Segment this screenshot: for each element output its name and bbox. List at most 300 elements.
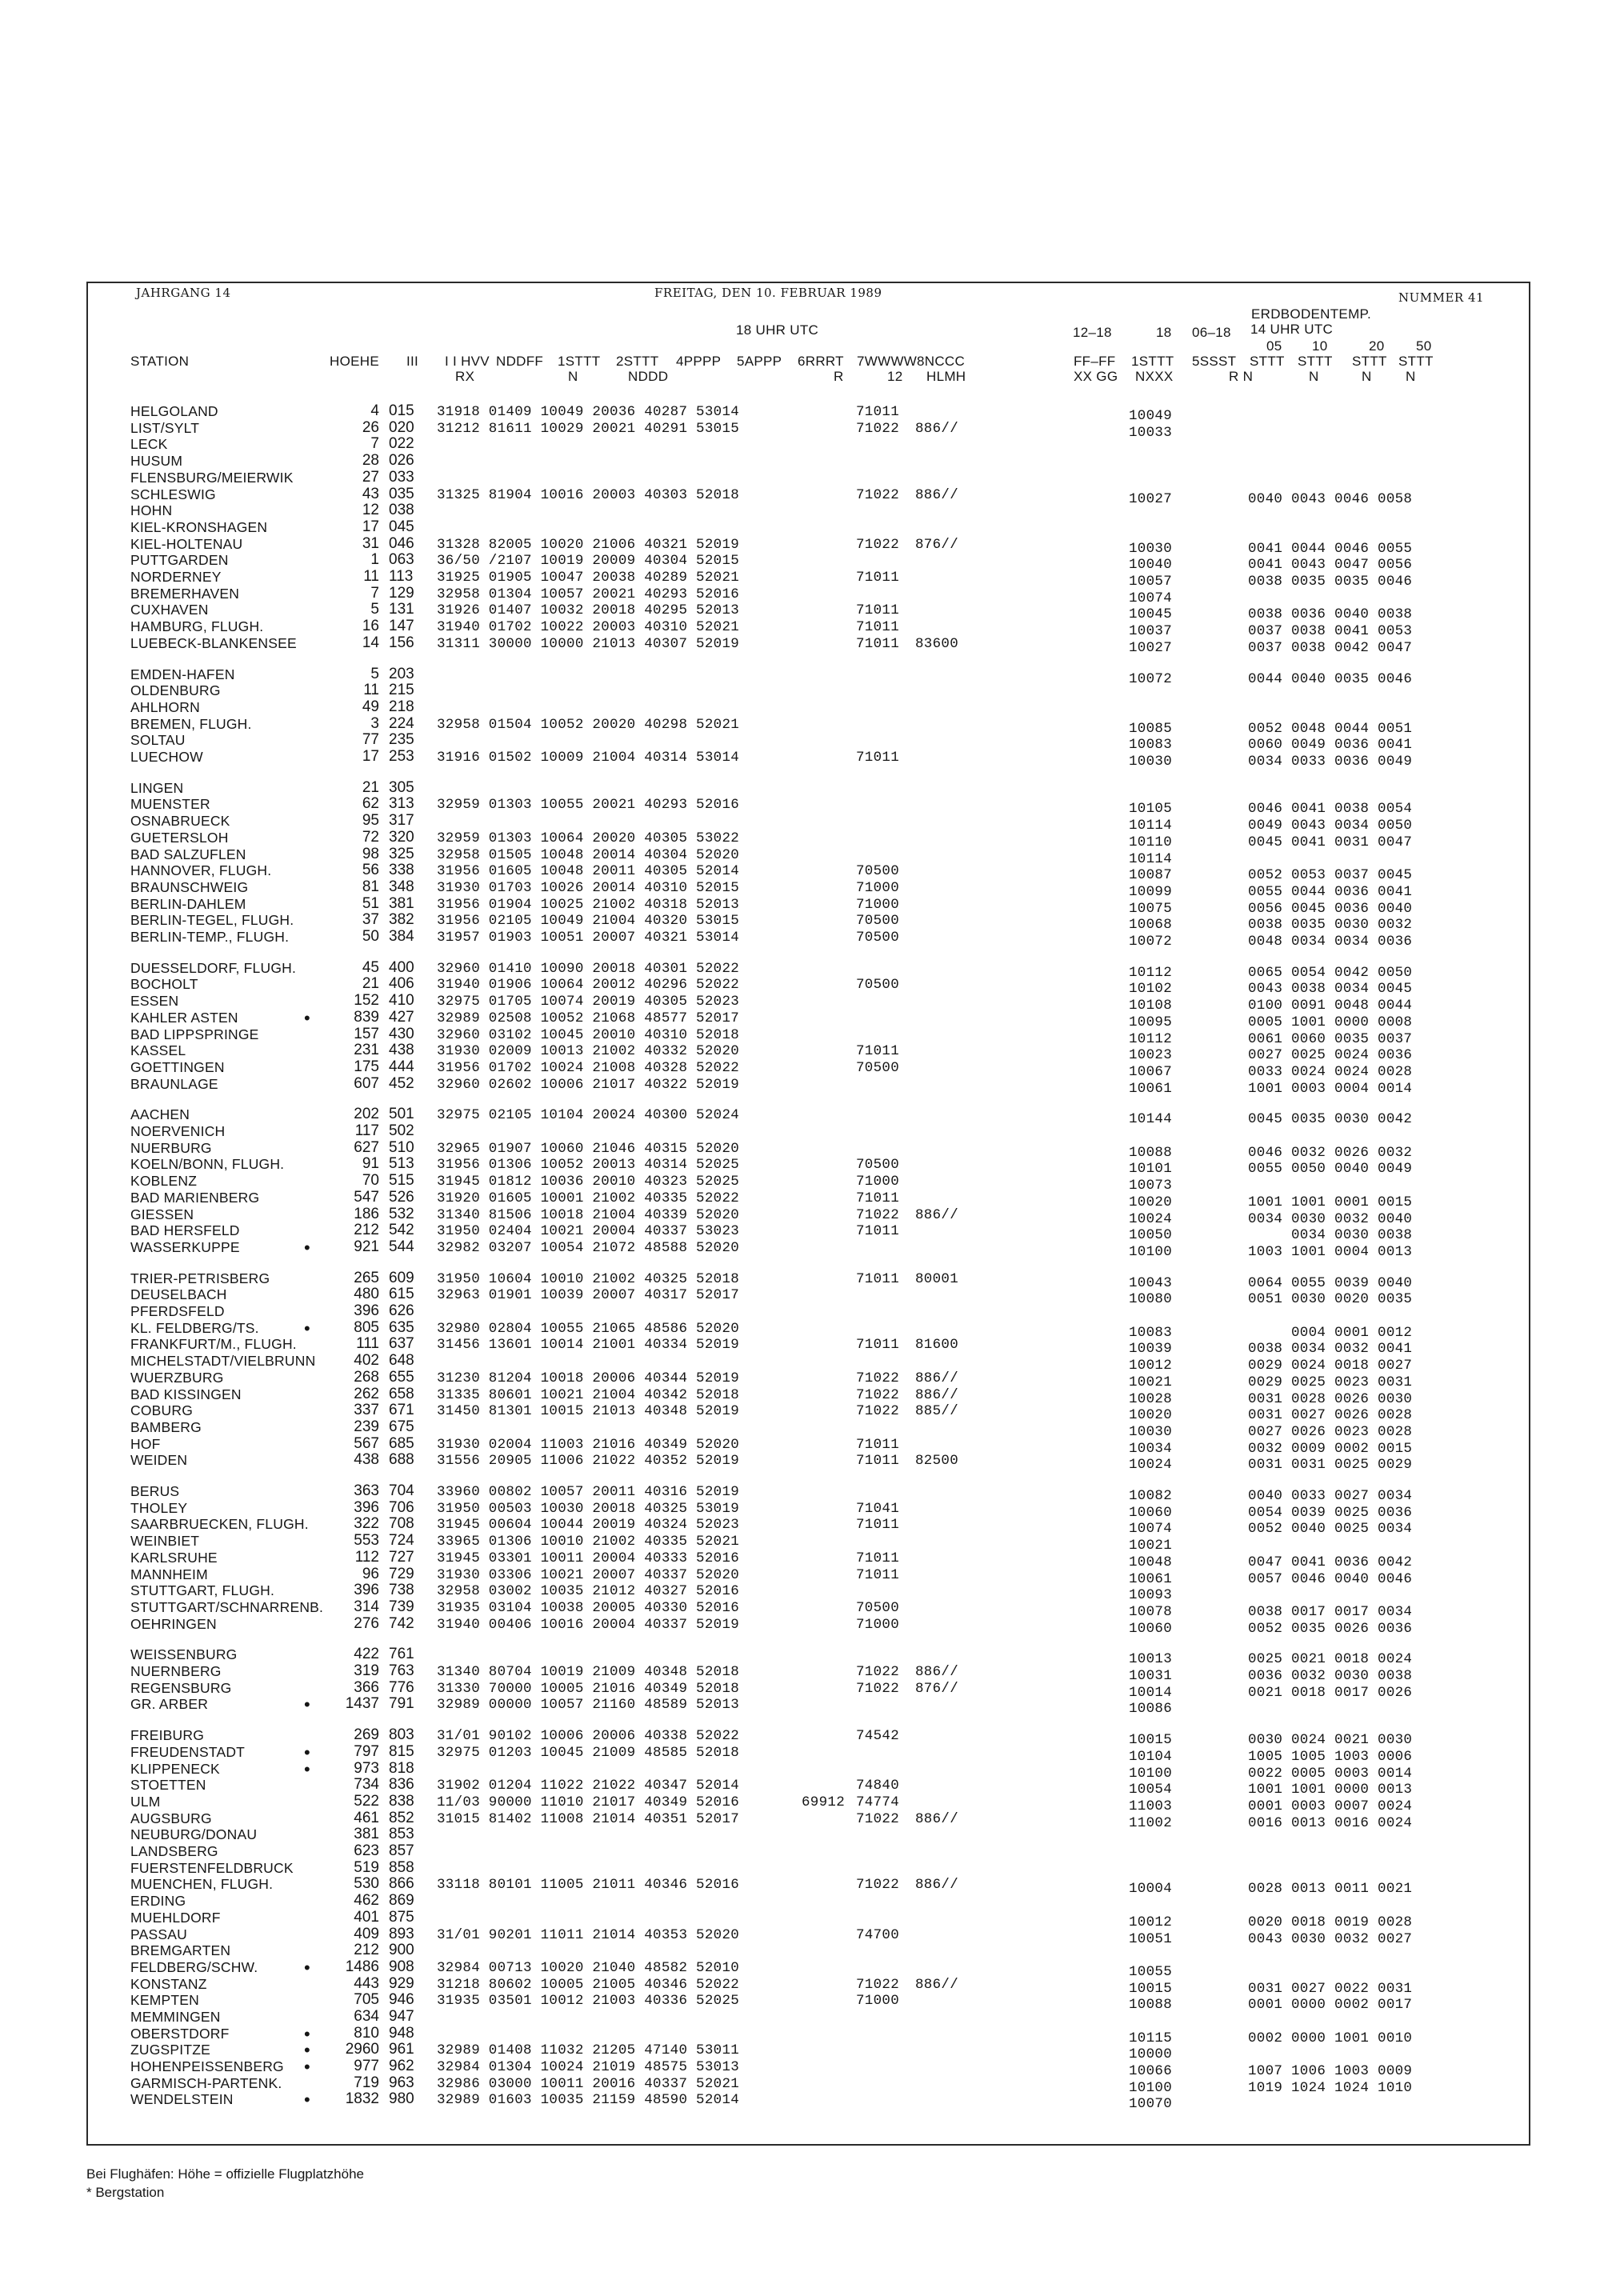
obs-groups: 32989 02508 10052 21068 48577 52017 xyxy=(437,1010,740,1026)
station-number: 532 xyxy=(389,1206,414,1222)
soil-temps: 0056 0045 0036 0040 xyxy=(1248,901,1413,917)
col-6rrrt: 6RRRT xyxy=(798,354,844,369)
min-temp-group: 10030 xyxy=(1129,541,1173,557)
station-number: 015 xyxy=(389,402,414,419)
station-name: FELDBERG/SCHW. xyxy=(130,1959,258,1975)
station-number: 706 xyxy=(389,1499,414,1516)
station-hoehe: 28 xyxy=(362,452,379,469)
station-name: LINGEN xyxy=(130,780,184,796)
min-temp-group: 10105 xyxy=(1129,801,1173,817)
min-temp-group: 10040 xyxy=(1129,557,1173,573)
station-name: KEMPTEN xyxy=(130,1992,199,2008)
obs-groups: 32984 01304 10024 21019 48575 53013 xyxy=(437,2059,740,2075)
obs-groups: 31945 00604 10044 20019 40324 52023 xyxy=(437,1517,740,1533)
station-number: 615 xyxy=(389,1286,414,1302)
cloud-group: 886// xyxy=(915,1977,959,1993)
obs-groups: 32975 02105 10104 20024 40300 52024 xyxy=(437,1107,740,1123)
min-temp-group: 10027 xyxy=(1129,491,1173,507)
min-temp-group: 10004 xyxy=(1129,1881,1173,1897)
station-hoehe: 202 xyxy=(354,1106,379,1122)
station-hoehe: 212 xyxy=(354,1222,379,1238)
obs-groups: 31926 01407 10032 20018 40295 52013 xyxy=(437,602,740,618)
station-name: WEISSENBURG xyxy=(130,1646,238,1662)
obs-groups: 31956 01306 10052 20013 40314 52025 xyxy=(437,1157,740,1173)
station-number: 427 xyxy=(389,1009,414,1026)
station-name: CUXHAVEN xyxy=(130,602,209,618)
soil-temps: 0044 0040 0035 0046 xyxy=(1248,671,1413,687)
mountain-station-marker: • xyxy=(304,1318,310,1338)
station-hoehe: 322 xyxy=(354,1515,379,1532)
col-time-18: 18 UHR UTC xyxy=(736,322,819,338)
station-name: PASSAU xyxy=(130,1926,187,1942)
station-hoehe: 98 xyxy=(362,846,379,862)
min-temp-group: 10037 xyxy=(1129,623,1173,639)
station-name: LIST/SYLT xyxy=(130,420,200,436)
weather-group: 74774 xyxy=(856,1794,900,1810)
station-number: 410 xyxy=(389,992,414,1009)
station-hoehe: 4 xyxy=(370,402,379,419)
col-4pppp: 4PPPP xyxy=(676,354,722,369)
weather-group: 74840 xyxy=(856,1778,900,1794)
soil-temps: 0040 0043 0046 0058 xyxy=(1248,491,1413,507)
min-temp-group: 10020 xyxy=(1129,1194,1173,1210)
station-name: HELGOLAND xyxy=(130,403,218,419)
station-hoehe: 231 xyxy=(354,1042,379,1058)
col-6rrrt-r: R xyxy=(834,369,844,384)
station-name: PFERDSFELD xyxy=(130,1303,225,1319)
station-hoehe: 21 xyxy=(362,975,379,992)
cloud-group: 83600 xyxy=(915,636,959,652)
mountain-station-marker: • xyxy=(304,2057,310,2077)
weather-group: 71011 xyxy=(856,602,900,618)
station-name: MUEHLDORF xyxy=(130,1910,221,1926)
soil-temps: 0065 0054 0042 0050 xyxy=(1248,965,1413,981)
min-temp-group: 10080 xyxy=(1129,1291,1173,1307)
station-number: 685 xyxy=(389,1435,414,1452)
soil-temps: 0032 0009 0002 0015 xyxy=(1248,1441,1413,1457)
col-hoehe: HOEHE xyxy=(330,354,379,369)
col-soil-20: STTT xyxy=(1352,354,1387,369)
min-temp-group: 10030 xyxy=(1129,1424,1173,1440)
soil-temps: 0040 0033 0027 0034 xyxy=(1248,1488,1413,1504)
station-number: 635 xyxy=(389,1319,414,1336)
soil-temps: 0037 0038 0042 0047 xyxy=(1248,640,1413,656)
min-temp-group: 10072 xyxy=(1129,671,1173,687)
col-iii: III xyxy=(406,354,419,369)
weather-group: 71022 xyxy=(856,421,900,437)
station-hoehe: 11 xyxy=(363,568,379,585)
cloud-group: 82500 xyxy=(915,1453,959,1469)
station-name: BAD LIPPSPRINGE xyxy=(130,1026,259,1042)
station-name: STUTTGART/SCHNARRENB. xyxy=(130,1599,324,1615)
station-name: NEUBURG/DONAU xyxy=(130,1826,258,1842)
soil-temps: 0052 0053 0037 0045 xyxy=(1248,867,1413,883)
obs-groups: 32980 02804 10055 21065 48586 52020 xyxy=(437,1321,740,1337)
station-hoehe: 265 xyxy=(354,1270,379,1286)
issue-date: FREITAG, DEN 10. FEBRUAR 1989 xyxy=(654,286,882,300)
weather-group: 71000 xyxy=(856,880,900,896)
soil-temps: 0051 0030 0020 0035 xyxy=(1248,1291,1413,1307)
soil-temps: 0046 0032 0026 0032 xyxy=(1248,1145,1413,1161)
station-hoehe: 96 xyxy=(362,1566,379,1582)
station-name: BOCHOLT xyxy=(130,976,198,992)
soil-temps: 0041 0044 0046 0055 xyxy=(1248,541,1413,557)
min-temp-group: 10102 xyxy=(1129,981,1173,997)
station-number: 502 xyxy=(389,1122,414,1139)
station-hoehe: 51 xyxy=(362,895,379,912)
station-name: LECK xyxy=(130,436,168,452)
soil-temps: 0001 0003 0007 0024 xyxy=(1248,1798,1413,1814)
station-number: 688 xyxy=(389,1451,414,1468)
station-hoehe: 1832 xyxy=(345,2090,379,2107)
obs-groups: 36/50 /2107 10019 20009 40304 52015 xyxy=(437,553,740,569)
station-hoehe: 186 xyxy=(354,1206,379,1222)
mountain-station-marker: • xyxy=(304,1742,310,1762)
station-name: FREIBURG xyxy=(130,1727,205,1743)
col-soil-n1: N xyxy=(1309,369,1319,384)
obs-groups: 31930 01703 10026 20014 40310 52015 xyxy=(437,880,740,896)
obs-groups: 31935 03104 10038 20005 40330 52016 xyxy=(437,1600,740,1616)
station-name: AACHEN xyxy=(130,1106,190,1122)
station-number: 738 xyxy=(389,1582,414,1598)
min-temp-group: 10057 xyxy=(1129,574,1173,590)
station-hoehe: 27 xyxy=(362,469,379,486)
station-hoehe: 157 xyxy=(354,1026,379,1042)
min-temp-group: 10067 xyxy=(1129,1064,1173,1080)
weather-group: 71022 xyxy=(856,1877,900,1893)
col-1sttt: 1STTT xyxy=(558,354,601,369)
obs-groups: 31920 01605 10001 21002 40335 52022 xyxy=(437,1190,740,1206)
obs-groups: 31945 01812 10036 20010 40323 52025 xyxy=(437,1174,740,1190)
soil-temps: 0016 0013 0016 0024 xyxy=(1248,1815,1413,1831)
col-soil-50: STTT xyxy=(1398,354,1434,369)
cloud-group: 876// xyxy=(915,1681,959,1697)
min-temp-group: 10014 xyxy=(1129,1685,1173,1701)
obs-groups: 31925 01905 10047 20038 40289 52021 xyxy=(437,570,740,586)
station-number: 708 xyxy=(389,1515,414,1532)
weather-group: 71022 xyxy=(856,1811,900,1827)
min-temp-group: 10093 xyxy=(1129,1587,1173,1603)
station-name: WEIDEN xyxy=(130,1452,188,1468)
station-number: 815 xyxy=(389,1743,414,1760)
mountain-station-marker: • xyxy=(304,1759,310,1779)
station-hoehe: 72 xyxy=(362,829,379,846)
station-number: 038 xyxy=(389,502,414,518)
station-hoehe: 363 xyxy=(354,1482,379,1499)
station-hoehe: 11 xyxy=(363,682,379,698)
soil-temps: 0031 0027 0022 0031 xyxy=(1248,1981,1413,1997)
weather-group: 70500 xyxy=(856,913,900,929)
min-temp-group: 11003 xyxy=(1129,1798,1173,1814)
soil-temps: 0021 0018 0017 0026 xyxy=(1248,1685,1413,1701)
station-number: 253 xyxy=(389,748,414,765)
col-soil-05: STTT xyxy=(1250,354,1285,369)
min-temp-group: 10054 xyxy=(1129,1782,1173,1798)
station-number: 022 xyxy=(389,435,414,452)
station-name: ESSEN xyxy=(130,993,179,1009)
soil-temps: 0055 0044 0036 0041 xyxy=(1248,884,1413,900)
obs-groups: 31/01 90201 11011 21014 40353 52020 xyxy=(437,1927,740,1943)
min-temp-group: 10015 xyxy=(1129,1732,1173,1748)
weather-group: 71022 xyxy=(856,1403,900,1419)
station-number: 671 xyxy=(389,1402,414,1418)
obs-groups: 31956 01605 10048 20011 40305 52014 xyxy=(437,863,740,879)
soil-temps: 0001 0000 0002 0017 xyxy=(1248,1997,1413,2013)
footnote-mountain-station: * Bergstation xyxy=(86,2185,165,2200)
station-name: BAD KISSINGEN xyxy=(130,1386,242,1402)
station-hoehe: 462 xyxy=(354,1892,379,1909)
weather-group: 70500 xyxy=(856,977,900,993)
station-number: 515 xyxy=(389,1172,414,1189)
station-name: WUERZBURG xyxy=(130,1370,224,1386)
obs-groups: 32986 03000 10011 20016 40337 52021 xyxy=(437,2076,740,2092)
obs-groups: 32958 01505 10048 20014 40304 52020 xyxy=(437,847,740,863)
col-depth-05: 05 xyxy=(1266,338,1282,354)
station-number: 215 xyxy=(389,682,414,698)
min-temp-group: 10033 xyxy=(1129,425,1173,441)
weather-group: 71022 xyxy=(856,1387,900,1403)
station-number: 724 xyxy=(389,1532,414,1549)
col-nddff: NDDFF xyxy=(496,354,544,369)
station-name: BERLIN-DAHLEM xyxy=(130,896,246,912)
station-hoehe: 5 xyxy=(370,666,379,682)
col-station: STATION xyxy=(130,354,190,369)
soil-temps: 0052 0048 0044 0051 xyxy=(1248,721,1413,737)
col-1sttt-b: 1STTT xyxy=(1131,354,1174,369)
station-number: 045 xyxy=(389,518,414,535)
station-hoehe: 31 xyxy=(362,535,379,552)
station-number: 325 xyxy=(389,846,414,862)
cloud-group: 886// xyxy=(915,421,959,437)
obs-groups: 31950 10604 10010 21002 40325 52018 xyxy=(437,1271,740,1287)
weather-group: 74700 xyxy=(856,1927,900,1943)
min-temp-group: 10083 xyxy=(1129,1325,1173,1341)
col-soil-10: STTT xyxy=(1298,354,1333,369)
station-hoehe: 16 xyxy=(362,618,379,634)
soil-temps: 0028 0013 0011 0021 xyxy=(1248,1881,1413,1897)
station-hoehe: 461 xyxy=(354,1810,379,1826)
station-name: REGENSBURG xyxy=(130,1680,232,1696)
station-name: KARLSRUHE xyxy=(130,1550,218,1566)
obs-groups: 31230 81204 10018 20006 40344 52019 xyxy=(437,1370,740,1386)
station-name: MUENCHEN, FLUGH. xyxy=(130,1876,274,1892)
col-7wwww-12: 12 xyxy=(887,369,903,384)
obs-groups: 32959 01303 10064 20020 40305 53022 xyxy=(437,830,740,846)
station-name: OEHRINGEN xyxy=(130,1616,217,1632)
station-hoehe: 21 xyxy=(362,779,379,796)
soil-temps: 0047 0041 0036 0042 xyxy=(1248,1554,1413,1570)
min-temp-group: 10061 xyxy=(1129,1571,1173,1587)
mountain-station-marker: • xyxy=(304,1008,310,1028)
min-temp-group: 10012 xyxy=(1129,1914,1173,1930)
soil-temps: 0055 0050 0040 0049 xyxy=(1248,1161,1413,1177)
station-hoehe: 443 xyxy=(354,1975,379,1992)
station-number: 501 xyxy=(389,1106,414,1122)
station-hoehe: 112 xyxy=(354,1549,379,1566)
col-soil-n2: N xyxy=(1362,369,1372,384)
obs-groups: 32975 01705 10074 20019 40305 52023 xyxy=(437,994,740,1010)
station-number: 675 xyxy=(389,1418,414,1435)
station-number: 430 xyxy=(389,1026,414,1042)
obs-groups: 31940 00406 10016 20004 40337 52019 xyxy=(437,1617,740,1633)
obs-groups: 32960 01410 10090 20018 40301 52022 xyxy=(437,961,740,977)
min-temp-group: 10100 xyxy=(1129,2080,1173,2096)
station-hoehe: 50 xyxy=(362,928,379,945)
station-hoehe: 805 xyxy=(354,1319,379,1336)
station-name: BREMGARTEN xyxy=(130,1942,231,1958)
station-hoehe: 49 xyxy=(362,698,379,715)
station-hoehe: 276 xyxy=(354,1615,379,1632)
cloud-group: 886// xyxy=(915,1207,959,1223)
station-hoehe: 810 xyxy=(354,2025,379,2042)
min-temp-group: 10114 xyxy=(1129,851,1173,867)
station-number: 869 xyxy=(389,1892,414,1909)
station-number: 961 xyxy=(389,2041,414,2058)
col-depth-20: 20 xyxy=(1369,338,1385,354)
station-hoehe: 634 xyxy=(354,2008,379,2025)
cloud-group: 886// xyxy=(915,1877,959,1893)
station-name: HOHENPEISSENBERG xyxy=(130,2058,284,2074)
station-number: 203 xyxy=(389,666,414,682)
obs-groups: 32975 01203 10045 21009 48585 52018 xyxy=(437,1745,740,1761)
station-name: WEINBIET xyxy=(130,1533,200,1549)
soil-temps: 0048 0034 0034 0036 xyxy=(1248,934,1413,950)
station-number: 658 xyxy=(389,1386,414,1402)
obs-groups: 31950 02404 10021 20004 40337 53023 xyxy=(437,1223,740,1239)
col-soil-n3: N xyxy=(1406,369,1416,384)
min-temp-group: 10073 xyxy=(1129,1178,1173,1194)
station-hoehe: 797 xyxy=(354,1743,379,1760)
station-hoehe: 5 xyxy=(370,601,379,618)
station-number: 542 xyxy=(389,1222,414,1238)
station-hoehe: 719 xyxy=(354,2074,379,2091)
weather-group: 70500 xyxy=(856,1600,900,1616)
station-number: 131 xyxy=(389,601,414,618)
obs-groups: 33118 80101 11005 21011 40346 52016 xyxy=(437,1877,740,1893)
station-number: 320 xyxy=(389,829,414,846)
col-time-14: 14 UHR UTC xyxy=(1250,322,1334,337)
min-temp-group: 10020 xyxy=(1129,1407,1173,1423)
weather-group: 71011 xyxy=(856,1437,900,1453)
station-name: SAARBRUECKEN, FLUGH. xyxy=(130,1516,309,1532)
min-temp-group: 10095 xyxy=(1129,1014,1173,1030)
station-name: BAD SALZUFLEN xyxy=(130,846,246,862)
station-hoehe: 212 xyxy=(354,1942,379,1958)
jahrgang: JAHRGANG 14 xyxy=(136,286,231,300)
station-name: MICHELSTADT/VIELBRUNN xyxy=(130,1353,316,1369)
station-name: LANDSBERG xyxy=(130,1843,218,1859)
min-temp-group: 10028 xyxy=(1129,1391,1173,1407)
station-name: KASSEL xyxy=(130,1042,186,1058)
obs-groups: 31335 80601 10021 21004 40342 52018 xyxy=(437,1387,740,1403)
station-name: BAD HERSFELD xyxy=(130,1222,240,1238)
station-hoehe: 117 xyxy=(354,1122,379,1139)
station-hoehe: 17 xyxy=(362,748,379,765)
station-number: 648 xyxy=(389,1352,414,1369)
col-xxgg: XX GG xyxy=(1074,369,1118,384)
obs-groups: 31940 01906 10064 20012 40296 52022 xyxy=(437,977,740,993)
weather-group: 71000 xyxy=(856,897,900,913)
station-number: 452 xyxy=(389,1075,414,1092)
weather-group: 71011 xyxy=(856,570,900,586)
station-number: 836 xyxy=(389,1776,414,1793)
obs-groups: 32989 01408 11032 21205 47140 53011 xyxy=(437,2042,740,2058)
col-2sttt: 2STTT xyxy=(616,354,659,369)
station-name: PUTTGARDEN xyxy=(130,552,229,568)
station-hoehe: 91 xyxy=(362,1155,379,1172)
station-name: BREMEN, FLUGH. xyxy=(130,716,252,732)
soil-temps: 1003 1001 0004 0013 xyxy=(1248,1244,1413,1260)
station-hoehe: 402 xyxy=(354,1352,379,1369)
station-name: THOLEY xyxy=(130,1500,188,1516)
soil-temps: 1001 1001 0001 0015 xyxy=(1248,1194,1413,1210)
min-temp-group: 10068 xyxy=(1129,917,1173,933)
obs-groups: 31902 01204 11022 21022 40347 52014 xyxy=(437,1778,740,1794)
station-name: NORDERNEY xyxy=(130,569,222,585)
weather-group: 71011 xyxy=(856,750,900,766)
weather-group: 71011 xyxy=(856,1223,900,1239)
station-hoehe: 381 xyxy=(354,1826,379,1842)
footnote-airports: Bei Flughäfen: Höhe = offizielle Flugplatzhöhe xyxy=(86,2166,364,2182)
station-name: OBERSTDORF xyxy=(130,2026,230,2042)
min-temp-group: 10074 xyxy=(1129,1521,1173,1537)
station-hoehe: 62 xyxy=(362,795,379,812)
station-name: BERLIN-TEMP., FLUGH. xyxy=(130,929,290,945)
obs-groups: 33965 01306 10010 21002 40335 52021 xyxy=(437,1534,740,1550)
soil-temps: 0029 0025 0023 0031 xyxy=(1248,1374,1413,1390)
col-5appp: 5APPP xyxy=(737,354,782,369)
precip-group: 69912 xyxy=(802,1794,846,1810)
station-number: 852 xyxy=(389,1810,414,1826)
station-hoehe: 839 xyxy=(354,1009,379,1026)
soil-temps: 1007 1006 1003 0009 xyxy=(1248,2063,1413,2079)
station-name: KAHLER ASTEN xyxy=(130,1010,238,1026)
station-number: 438 xyxy=(389,1042,414,1058)
station-hoehe: 422 xyxy=(354,1646,379,1662)
station-number: 218 xyxy=(389,698,414,715)
station-number: 763 xyxy=(389,1662,414,1679)
obs-groups: 31328 82005 10020 21006 40321 52019 xyxy=(437,537,740,553)
mountain-station-marker: • xyxy=(304,2040,310,2060)
station-hoehe: 7 xyxy=(370,585,379,602)
obs-groups: 32960 02602 10006 21017 40322 52019 xyxy=(437,1077,740,1093)
station-hoehe: 239 xyxy=(354,1418,379,1435)
soil-temps: 1019 1024 1024 1010 xyxy=(1248,2080,1413,2096)
obs-groups: 31956 01904 10025 21002 40318 52013 xyxy=(437,897,740,913)
station-hoehe: 7 xyxy=(370,435,379,452)
obs-groups: 33960 00802 10057 20011 40316 52019 xyxy=(437,1484,740,1500)
col-depth-50: 50 xyxy=(1416,338,1432,354)
min-temp-group: 10085 xyxy=(1129,721,1173,737)
station-name: BRAUNLAGE xyxy=(130,1076,218,1092)
station-hoehe: 45 xyxy=(362,959,379,976)
station-number: 655 xyxy=(389,1369,414,1386)
soil-temps: 0100 0091 0048 0044 xyxy=(1248,998,1413,1014)
min-temp-group: 10045 xyxy=(1129,606,1173,622)
station-name: SOLTAU xyxy=(130,732,186,748)
soil-temps: 0031 0028 0026 0030 xyxy=(1248,1391,1413,1407)
weather-group: 71000 xyxy=(856,1174,900,1190)
min-temp-group: 10099 xyxy=(1129,884,1173,900)
min-temp-group: 10031 xyxy=(1129,1668,1173,1684)
obs-groups: 32958 03002 10035 21012 40327 52016 xyxy=(437,1583,740,1599)
min-temp-group: 10112 xyxy=(1129,965,1173,981)
soil-temps: 0020 0018 0019 0028 xyxy=(1248,1914,1413,1930)
station-number: 046 xyxy=(389,535,414,552)
weather-group: 71011 xyxy=(856,1043,900,1059)
station-number: 948 xyxy=(389,2025,414,2042)
obs-groups: 32989 00000 10057 21160 48589 52013 xyxy=(437,1697,740,1713)
